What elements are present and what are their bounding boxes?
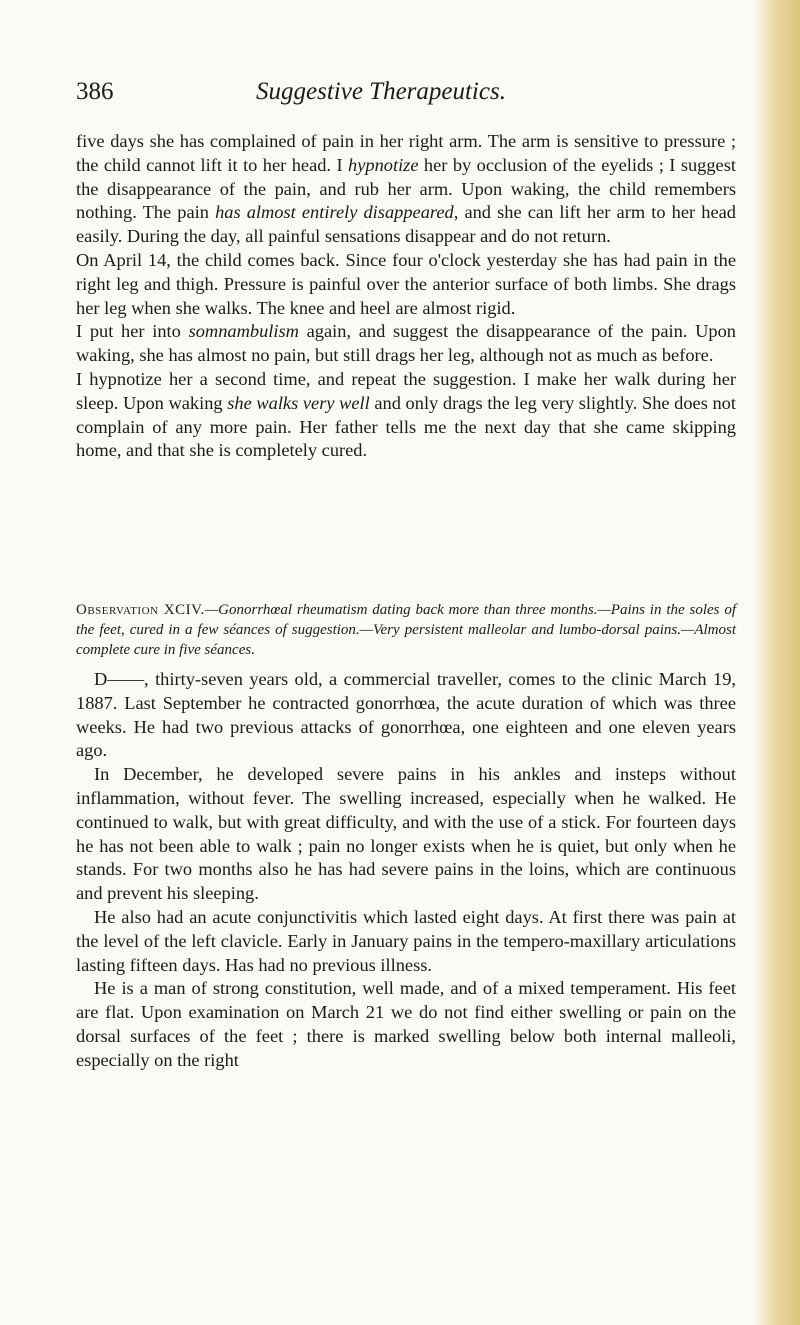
observation-label: Observation XCIV. [76,602,205,618]
paragraph-1 [76,130,736,249]
italic-run: she walks very well [227,392,370,413]
text-run: and only drags the leg very slightly. She does not complain of any more pain. Her father tells me the next day that she came skipping home, and that she is completely cured. [76,392,736,461]
narrative-text [76,130,736,463]
paragraph-3 [76,320,736,368]
italic-run: somnambulism [188,321,299,342]
observation-description: —Gonorrhœal rheumatism dating back more than three months.—Pains in the soles of the feet, cured in a few séances of suggestion.—Very persistent malleolar and lumbo-dorsal pains.—Almost complete cure in five séances. [76,602,736,658]
text-run: her by occlusion of the eyelids ; I suggest the disappearance of the pain, and rub her arm. Upon waking, the child remembers nothing. The pain [76,154,736,223]
case-paragraph-2: In December, he developed severe pains in his ankles and insteps without inflammation, without fever. The swelling increased, especially when he walked. He continued to walk, but with great difficulty, and with the use of a stick. For fourteen days he has not been able to walk ; pain no longer exists when he is quiet, but only when he stands. For two months also he has had severe pains in the loins, which are continuous and prevent his sleeping. [76,764,736,904]
observation-title [76,600,736,660]
page-number: 386 [76,78,114,105]
case-text [76,668,736,1073]
paragraph-4 [76,368,736,463]
italic-run: hypnotize [348,154,419,175]
text-run: I put her into [76,321,189,342]
text-run: five days she has complained of pain in her right arm. The arm is sensitive to pressure ; the child cannot lift it to her head. I [76,131,736,175]
page-header [76,78,746,112]
case-paragraph-3: He also had an acute conjunctivitis which lasted eight days. At first there was pain at the level of the left clavicle. Early in January pains in the tempero-maxillary articulations lasting fifteen days. Has had no previous illness. [76,906,736,975]
paragraph-2: On April 14, the child comes back. Since four o'clock yesterday she has had pain in the right leg and thigh. Pressure is painful over the anterior surface of both limbs. She drags her leg when she walks. The knee and heel are almost rigid. [76,249,736,318]
case-paragraph-4: He is a man of strong constitution, well made, and of a mixed temperament. His feet are flat. Upon examination on March 21 we do not find either swelling or pain on the dorsal surfaces of the feet ; there is marked swelling below both internal malleoli, especially on the right [76,978,736,1070]
observation-heading [76,600,736,660]
page-edge-shading [754,0,800,1325]
text-run: and she can lift her arm to her head easily. During the day, all painful sensations disappear and do not return. [76,202,736,247]
text-run: I hypnotize her a second time, and repeat the suggestion. I make her walk during her sleep. Upon waking [76,368,736,413]
case-paragraph-1: D——, thirty-seven years old, a commercial traveller, comes to the clinic March 19, 1887. Last September he contracted gonorrhœa, the acute duration of which was three weeks. He had two previous attacks of gonorrhœa, one eighteen and one eleven years ago. [76,669,736,761]
italic-run: has almost entirely disappeared, [215,202,459,223]
running-head: Suggestive Therapeutics. [256,78,506,105]
text-run: again, and suggest the disappearance of the pain. Upon waking, she has almost no pain, but still drags her leg, although not as much as before. [76,321,736,366]
